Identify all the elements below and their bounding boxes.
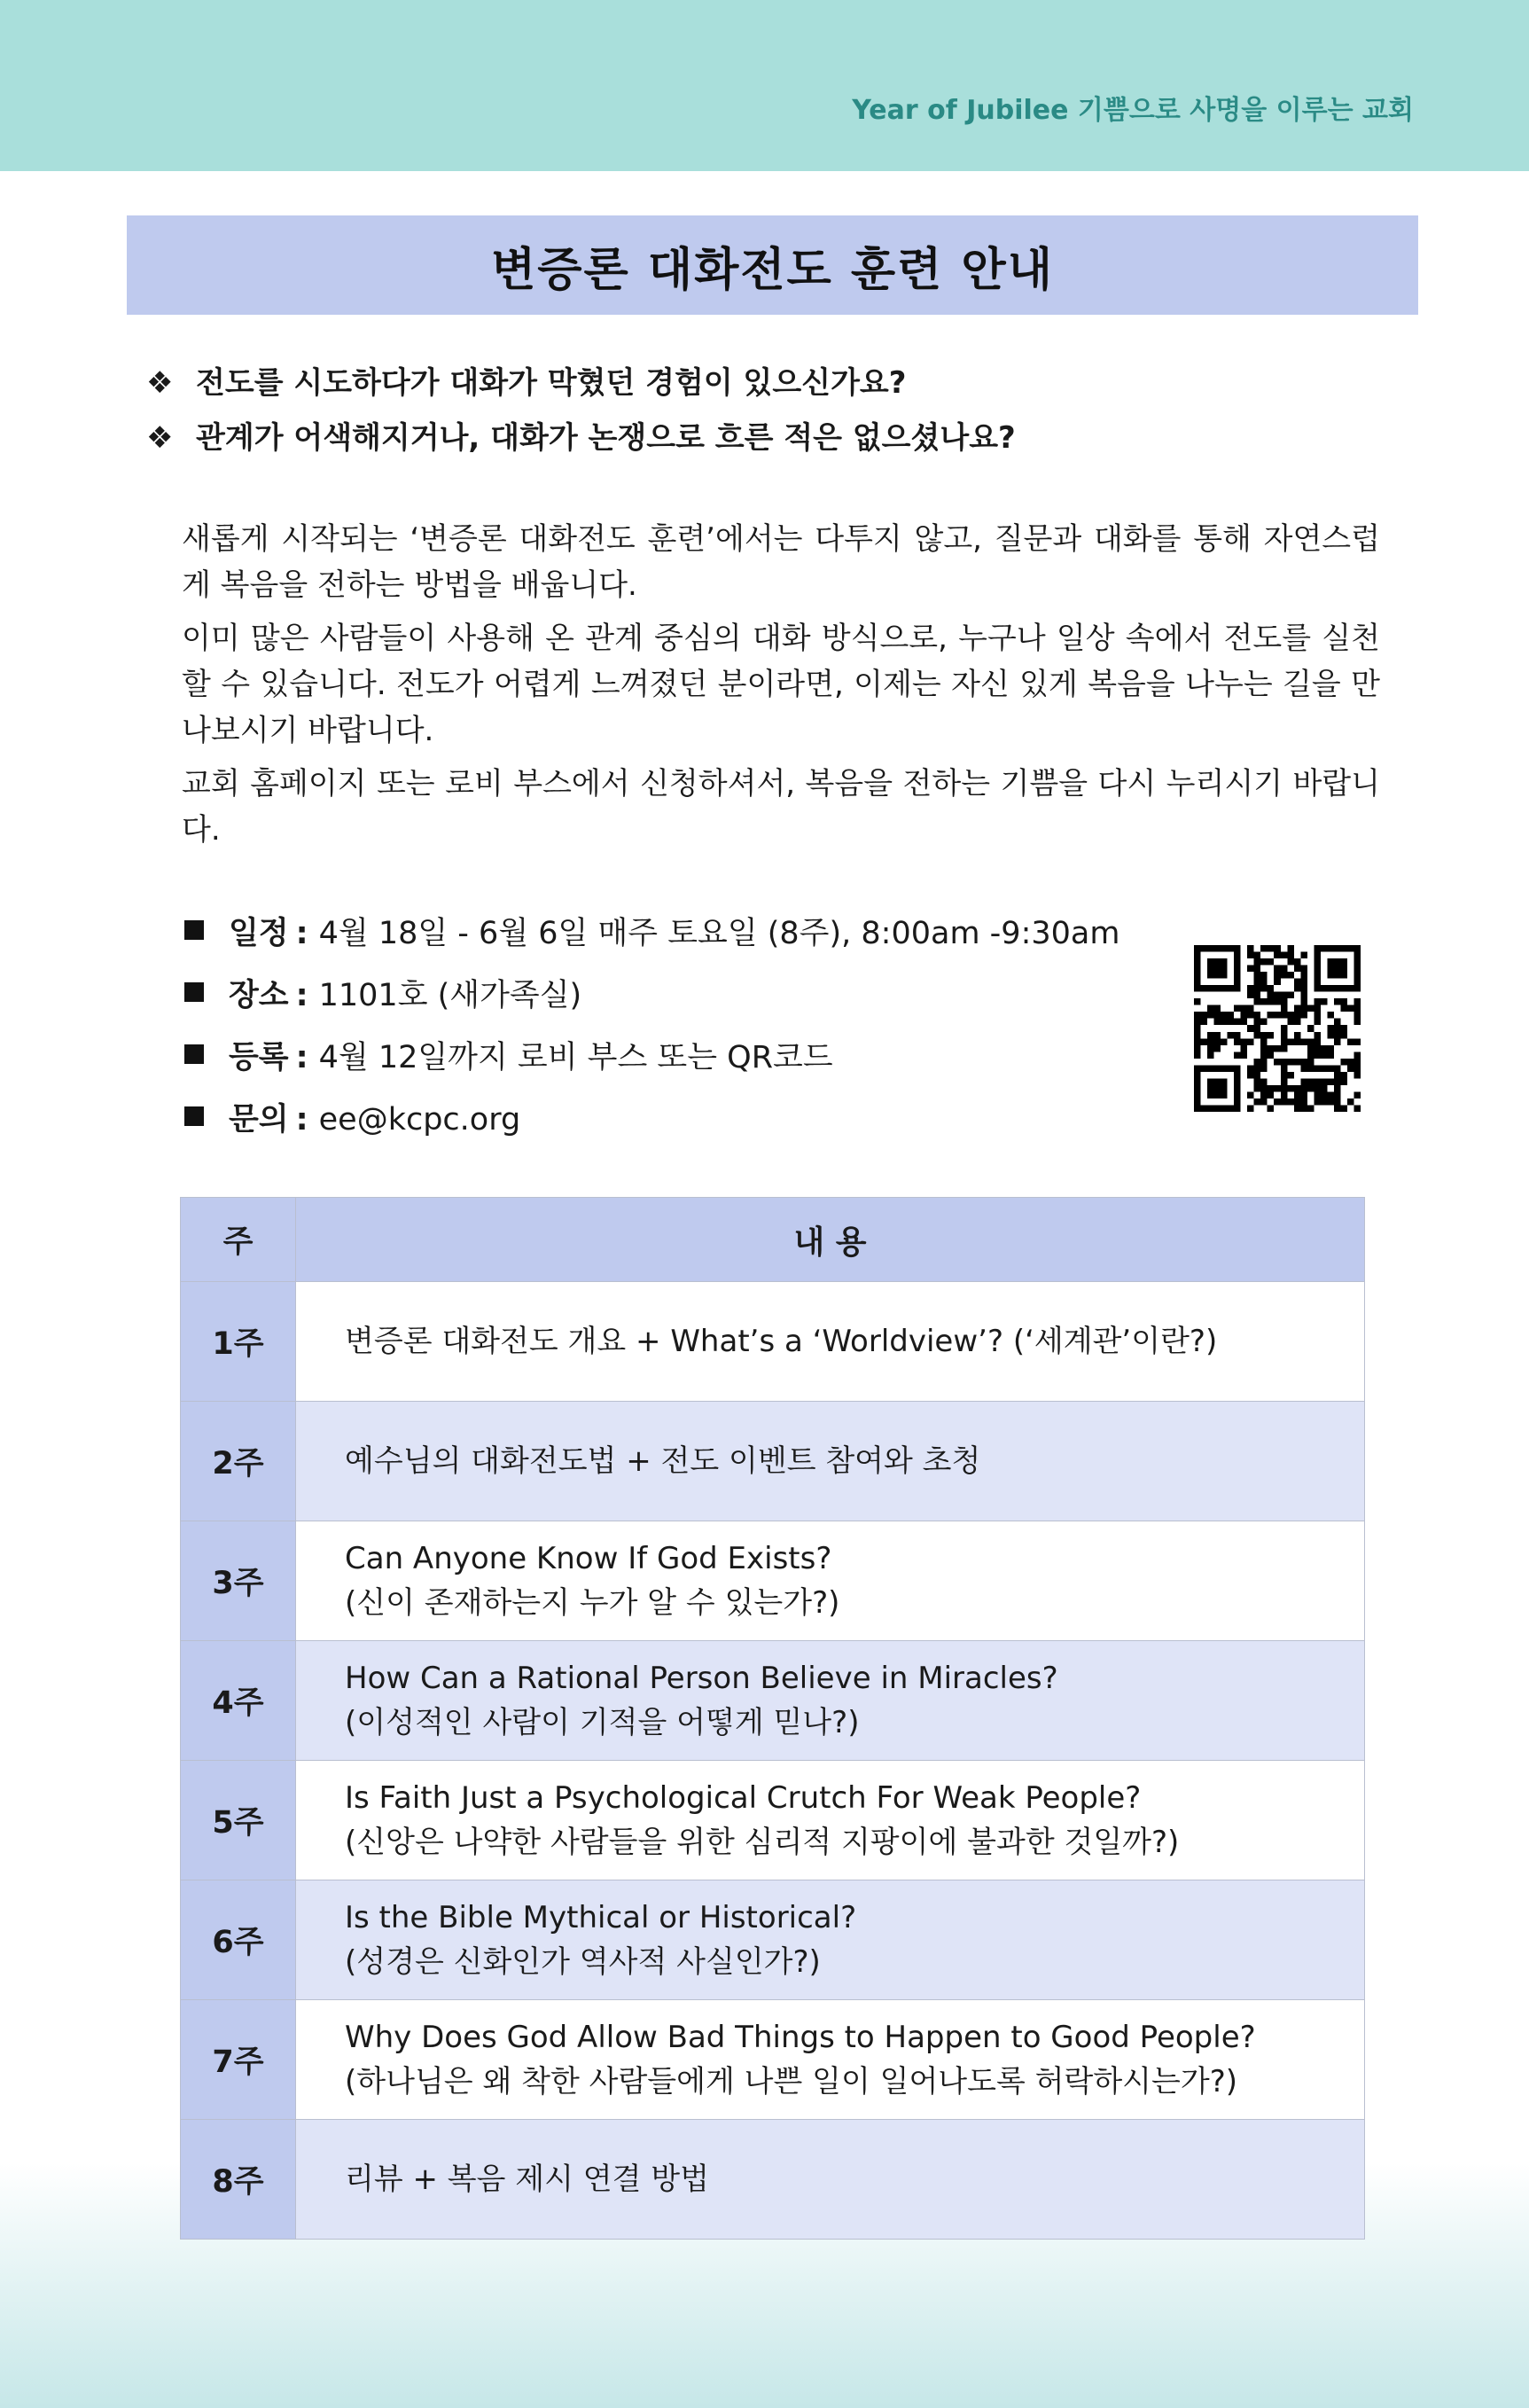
info-label: 문의 (229, 1102, 289, 1138)
diamond-bullet-icon: ❖ (146, 420, 174, 456)
table-row (181, 1402, 1365, 1521)
week-cell: 1주 (181, 1282, 296, 1402)
table-row (181, 1521, 1365, 1641)
column-header-week: 주 (181, 1198, 296, 1282)
info-label: 등록 (229, 1040, 289, 1075)
content-cell (296, 1761, 1365, 1880)
square-bullet-icon (184, 1106, 204, 1126)
info-value: 4월 18일 - 6월 6일 매주 토요일 (8주), 8:00am -9:30am (318, 916, 1120, 951)
info-value: 1101호 (새가족실) (318, 978, 582, 1013)
table-header-row (181, 1198, 1365, 1282)
week-cell: 3주 (181, 1521, 296, 1641)
content-line: (신앙은 나약한 사람들을 위한 심리적 지팡이에 불과한 것일까?) (345, 1825, 1180, 1860)
column-header-content: 내 용 (296, 1198, 1365, 1282)
signup-paragraph: 교회 홈페이지 또는 로비 부스에서 신청하셔서, 복음을 전하는 기쁨을 다시 누리시기 바랍니다. (182, 766, 1380, 848)
question-text: 관계가 어색해지거나, 대화가 논쟁으로 흐른 적은 없으셨나요? (196, 420, 1016, 456)
content-cell (296, 1402, 1365, 1521)
info-registration: 등록 : 4월 12일까지 로비 부스 또는 QR코드 (184, 1033, 833, 1077)
content-line: Is Faith Just a Psychological Crutch For Weak People? (345, 1780, 1142, 1816)
square-bullet-icon (184, 920, 204, 940)
table-row (181, 1282, 1365, 1402)
schedule-table (180, 1197, 1365, 2240)
content-line: 예수님의 대화전도법 + 전도 이벤트 참여와 초청 (345, 1443, 981, 1479)
page-title: 변증론 대화전도 훈련 안내 (491, 243, 1054, 297)
question-1 (146, 358, 906, 402)
content-line: (성경은 신화인가 역사적 사실인가?) (345, 1944, 821, 1980)
info-location: 장소 : 1101호 (새가족실) (184, 971, 581, 1015)
table-row (181, 1880, 1365, 2000)
info-contact: 문의 : ee@kcpc.org (184, 1095, 520, 1139)
week-cell: 8주 (181, 2120, 296, 2240)
method-paragraph: 이미 많은 사람들이 사용해 온 관계 중심의 대화 방식으로, 누구나 일상 속에서 전도를 실천할 수 있습니다. 전도가 어렵게 느껴졌던 분이라면, 이제는 자신 있게 복음을 나누는 길을 만나보시기 바랍니다. (182, 621, 1380, 748)
church-tagline: Year of Jubilee 기쁨으로 사명을 이루는 교회 (852, 95, 1414, 126)
square-bullet-icon (184, 1044, 204, 1064)
content-line: 변증론 대화전도 개요 + What’s a ‘Worldview’? (‘세계관’이란?) (345, 1324, 1218, 1359)
content-cell (296, 1880, 1365, 2000)
qr-code-icon[interactable] (1194, 945, 1361, 1112)
content-line: Is the Bible Mythical or Historical? (345, 1900, 857, 1935)
content-line: Can Anyone Know If God Exists? (345, 1541, 832, 1576)
week-cell: 2주 (181, 1402, 296, 1521)
info-label: 일정 (229, 916, 289, 951)
content-cell (296, 1641, 1365, 1761)
table-row (181, 2120, 1365, 2240)
content-line: Why Does God Allow Bad Things to Happen to Good People? (345, 2020, 1256, 2055)
question-text: 전도를 시도하다가 대화가 막혔던 경험이 있으신가요? (196, 365, 907, 401)
content-cell (296, 2000, 1365, 2120)
info-label: 장소 (229, 978, 289, 1013)
week-cell: 5주 (181, 1761, 296, 1880)
content-cell (296, 2120, 1365, 2240)
content-line: How Can a Rational Person Believe in Miracles? (345, 1661, 1058, 1696)
content-line: 리뷰 + 복음 제시 연결 방법 (345, 2162, 709, 2197)
info-schedule: 일정 : 4월 18일 - 6월 6일 매주 토요일 (8주), 8:00am -9:30am (184, 909, 1119, 953)
title-banner (127, 215, 1418, 315)
table-row (181, 1761, 1365, 1880)
table-row (181, 2000, 1365, 2120)
week-cell: 4주 (181, 1641, 296, 1761)
contact-email[interactable]: ee@kcpc.org (318, 1102, 521, 1138)
content-cell (296, 1521, 1365, 1641)
content-line: (신이 존재하는지 누가 알 수 있는가?) (345, 1585, 840, 1621)
square-bullet-icon (184, 982, 204, 1002)
info-value: 4월 12일까지 로비 부스 또는 QR코드 (318, 1040, 833, 1075)
content-line: (이성적인 사람이 기적을 어떻게 믿나?) (345, 1705, 860, 1740)
content-line: (하나님은 왜 착한 사람들에게 나쁜 일이 일어나도록 허락하시는가?) (345, 2064, 1238, 2099)
table-row (181, 1641, 1365, 1761)
header-band (0, 0, 1529, 171)
week-cell: 6주 (181, 1880, 296, 2000)
diamond-bullet-icon: ❖ (146, 365, 174, 401)
week-cell: 7주 (181, 2000, 296, 2120)
content-cell (296, 1282, 1365, 1402)
question-2 (146, 413, 1016, 457)
intro-paragraph: 새롭게 시작되는 ‘변증론 대화전도 훈련’에서는 다투지 않고, 질문과 대화를 통해 자연스럽게 복음을 전하는 방법을 배웁니다. (182, 521, 1380, 603)
